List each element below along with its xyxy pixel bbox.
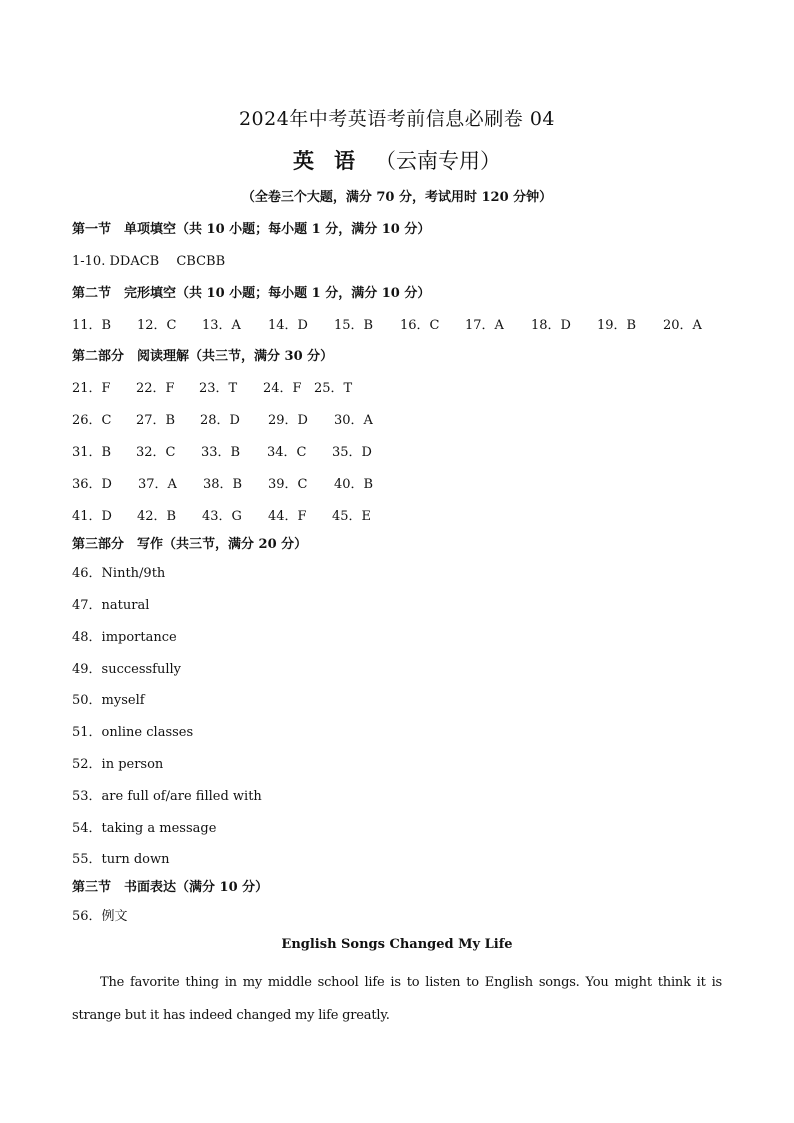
answer-item: 35．D: [332, 445, 372, 460]
answer-item: 27．B: [136, 413, 176, 428]
answer-item: 18．D: [531, 318, 571, 333]
answer-item: 26．C: [72, 413, 112, 428]
answer-item: 21．F: [72, 381, 111, 396]
page-subtitle: [0, 145, 794, 175]
answer-item: 32．C: [136, 445, 176, 460]
answer-item: 33．B: [201, 445, 241, 460]
answer-item: 30．A: [334, 413, 373, 428]
answer-item: 22．F: [136, 381, 175, 396]
answer-line: 50．myself: [72, 693, 145, 708]
section-heading: 第一节 单项填空（共 10 小题；每小题 1 分，满分 10 分）: [72, 222, 431, 237]
answer-item: 37．A: [138, 477, 177, 492]
exam-info: （全卷三个大题，满分 70 分，考试用时 120 分钟）: [241, 190, 553, 205]
answer-item: 15．B: [334, 318, 374, 333]
answer-item: 41．D: [72, 509, 112, 524]
section-heading: 第二部分 阅读理解（共三节，满分 30 分）: [72, 349, 334, 364]
answer-item: 39．C: [268, 477, 308, 492]
answer-item: 23．T: [199, 381, 238, 396]
answer-item: 28．D: [200, 413, 240, 428]
answer-item: 36．D: [72, 477, 112, 492]
answer-item: 13．A: [202, 318, 241, 333]
answer-item: 24．F: [263, 381, 302, 396]
answer-item: 19．B: [597, 318, 637, 333]
answer-line: 48．importance: [72, 630, 177, 645]
answer-item: 38．B: [203, 477, 243, 492]
answer-line: 55．turn down: [72, 852, 170, 867]
answer-line: 52．in person: [72, 757, 164, 772]
answer-item: 20．A: [663, 318, 702, 333]
answer-line: 49．successfully: [72, 662, 182, 677]
answer-item: 44．F: [268, 509, 307, 524]
answer-line: 1-10. DDACB CBCBB: [72, 254, 226, 269]
section-heading: 第三节 书面表达（满分 10 分）: [72, 880, 269, 895]
essay-title: English Songs Changed My Life: [281, 937, 513, 952]
answer-item: 31．B: [72, 445, 112, 460]
answer-line: 51．online classes: [72, 725, 194, 740]
answer-line: 54．taking a message: [72, 821, 217, 836]
answer-line: 47．natural: [72, 598, 150, 613]
section-heading: 第三部分 写作（共三节，满分 20 分）: [72, 537, 308, 552]
answer-item: 40．B: [334, 477, 374, 492]
answer-item: 16．C: [400, 318, 440, 333]
answer-item: 14．D: [268, 318, 308, 333]
answer-item: 34．C: [267, 445, 307, 460]
subject-label: 英语: [293, 148, 375, 173]
answer-item: 29．D: [268, 413, 308, 428]
answer-line: 53．are full of/are filled with: [72, 789, 262, 804]
essay-paragraph: The favorite thing in my middle school life is to listen to English songs. You might think it is strange but it has indeed changed my life greatly.: [72, 975, 722, 1023]
answer-item: 42．B: [137, 509, 177, 524]
section-heading: 第二节 完形填空（共 10 小题；每小题 1 分，满分 10 分）: [72, 286, 431, 301]
sample-essay-label: 56．例文: [72, 909, 128, 924]
answer-item: 11．B: [72, 318, 112, 333]
answer-line: 46．Ninth/9th: [72, 566, 166, 581]
page-title: 2024年中考英语考前信息必刷卷 04: [238, 108, 556, 130]
answer-item: 43．G: [202, 509, 242, 524]
answer-item: 12．C: [137, 318, 177, 333]
region-label: （云南专用）: [375, 149, 501, 173]
answer-item: 25．T: [314, 381, 353, 396]
answer-item: 17．A: [465, 318, 504, 333]
answer-item: 45．E: [332, 509, 372, 524]
